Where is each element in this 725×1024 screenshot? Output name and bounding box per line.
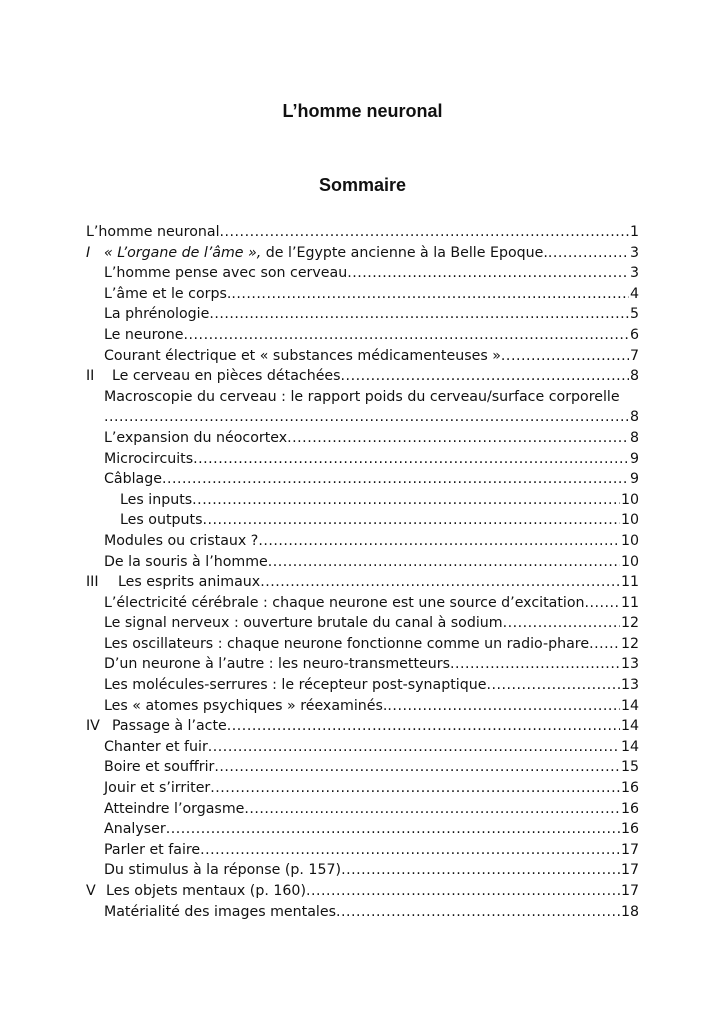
toc-entry-text: Macroscopie du cerveau : le rapport poids du cerveau/surface corporelle [104, 388, 620, 405]
toc-leader-dots [341, 860, 620, 881]
toc-entry[interactable] [86, 387, 639, 408]
toc-entry[interactable] [86, 696, 639, 717]
toc-leader-dots [208, 737, 620, 758]
toc-entry-text: Boire et souffrir [104, 759, 215, 776]
toc-entry-text: Matérialité des images mentales [104, 903, 336, 920]
toc-entry-page: 16 [620, 821, 639, 838]
toc-entry-label [104, 819, 166, 840]
toc-entry-label [104, 613, 503, 634]
toc-entry[interactable] [86, 737, 639, 758]
toc-entry[interactable] [86, 716, 639, 737]
toc-entry[interactable] [86, 304, 639, 325]
toc-entry-label [104, 654, 450, 675]
toc-leader-dots [193, 449, 629, 470]
toc-entry-page: 13 [620, 677, 639, 694]
toc-entry[interactable] [86, 243, 639, 264]
toc-entry[interactable] [86, 757, 639, 778]
toc-entry[interactable] [86, 675, 639, 696]
toc-entry-page: 15 [620, 759, 639, 776]
toc-entry-text: Modules ou cristaux ? [104, 532, 259, 549]
toc-leader-dots [210, 778, 620, 799]
toc-leader-dots [589, 634, 620, 655]
toc-entry[interactable] [86, 428, 639, 449]
toc-entry-page: 16 [620, 800, 639, 817]
toc-entry-page: 14 [620, 718, 639, 735]
toc-entry-page: 4 [629, 285, 639, 302]
toc-entry[interactable] [86, 902, 639, 923]
toc-leader-dots [192, 490, 620, 511]
toc-entry[interactable] [86, 613, 639, 634]
toc-entry-page: 14 [620, 697, 639, 714]
toc-entry-label [104, 449, 193, 470]
toc-entry-page: 10 [620, 553, 639, 570]
toc-leader-dots [104, 407, 629, 428]
toc-entry[interactable] [86, 449, 639, 470]
toc-entry[interactable] [86, 531, 639, 552]
toc-entry-text: La phrénologie [104, 306, 210, 323]
toc-leader-dots [214, 757, 620, 778]
toc-entry-text: L’électricité cérébrale : chaque neurone est une source d’excitation [104, 594, 585, 611]
toc-entry-page: 7 [629, 347, 639, 364]
toc-entry-text: Du stimulus à la réponse (p. 157) [104, 862, 342, 879]
toc-heading: Sommaire [318, 175, 407, 195]
toc-leader-dots [336, 902, 620, 923]
toc-entry-text: Analyser [104, 821, 166, 838]
toc-entry[interactable] [86, 593, 639, 614]
toc-entry[interactable] [86, 778, 639, 799]
toc-leader-dots [548, 243, 629, 264]
toc-entry-label [86, 881, 306, 902]
toc-entry[interactable] [86, 860, 639, 881]
toc-entry-label [104, 469, 162, 490]
toc-entry-page: 8 [629, 429, 639, 446]
toc-entry-label [104, 284, 231, 305]
toc-leader-dots [503, 613, 620, 634]
toc-leader-dots [162, 469, 629, 490]
toc-entry-continuation [86, 407, 639, 428]
toc-entry-page: 13 [620, 656, 639, 673]
toc-leader-dots [450, 654, 620, 675]
toc-entry-page: 5 [629, 306, 639, 323]
toc-entry[interactable] [86, 634, 639, 655]
toc-entry-number: II [86, 368, 95, 385]
toc-entry-label [104, 346, 501, 367]
toc-leader-dots [184, 325, 629, 346]
toc-entry[interactable] [86, 654, 639, 675]
toc-leader-dots [387, 696, 620, 717]
toc-entry-page: 3 [629, 265, 639, 282]
toc-entry-number: IV [86, 718, 100, 735]
toc-entry-text: L’expansion du néocortex [104, 429, 288, 446]
toc-entry-page: 11 [620, 594, 639, 611]
toc-entry-text: Les oscillateurs : chaque neurone fonctionne comme un radio-phare [104, 635, 590, 652]
toc-entry-label [120, 510, 202, 531]
toc-entry-text: Atteindre l’orgasme [104, 800, 245, 817]
toc-entry-text: Parler et faire [104, 841, 201, 858]
toc-leader-dots [287, 428, 629, 449]
toc-entry[interactable] [86, 840, 639, 861]
toc-entry[interactable] [86, 346, 639, 367]
toc-entry-label [120, 490, 192, 511]
toc-entry-text: Le signal nerveux : ouverture brutale du canal à sodium [104, 615, 503, 632]
toc-entry-text: Le neurone [104, 326, 184, 343]
toc-entry-label [104, 778, 210, 799]
toc-entry-label [104, 387, 620, 408]
toc-entry[interactable] [86, 881, 639, 902]
toc-entry-label [104, 325, 184, 346]
toc-entry-page: 10 [620, 532, 639, 549]
toc-entry-page: 17 [620, 862, 639, 879]
toc-entry-page: 12 [620, 635, 639, 652]
toc-leader-dots [306, 881, 620, 902]
toc-leader-dots [585, 593, 620, 614]
toc-entry-page: 10 [620, 491, 639, 508]
toc-leader-dots [220, 222, 629, 243]
toc-entry-label [104, 737, 208, 758]
toc-entry-label [86, 716, 227, 737]
toc-entry-number: V [86, 883, 96, 899]
toc-entry[interactable] [86, 366, 639, 387]
toc-entry-label [86, 366, 341, 387]
toc-entry[interactable] [86, 552, 639, 573]
toc-leader-dots [341, 366, 629, 387]
table-of-contents [86, 222, 639, 922]
toc-entry-page: 18 [620, 903, 639, 920]
toc-entry-label [104, 840, 200, 861]
toc-entry-page: 6 [629, 326, 639, 343]
toc-entry-page: 1 [629, 224, 639, 240]
toc-entry-page: 17 [620, 883, 639, 899]
toc-leader-dots [209, 304, 629, 325]
toc-entry-number: I [86, 244, 91, 261]
toc-entry-page: 11 [620, 574, 639, 591]
toc-entry-text: Les molécules-serrures : le récepteur post-synaptique [104, 677, 487, 694]
toc-leader-dots [260, 572, 620, 593]
toc-entry-label [104, 531, 258, 552]
toc-entry-text: Microcircuits [104, 450, 194, 467]
toc-entry-text: Les objets mentaux (p. 160) [106, 883, 306, 899]
toc-entry-page: 17 [620, 841, 639, 858]
toc-entry-label [104, 902, 336, 923]
toc-leader-dots [227, 716, 620, 737]
toc-entry-number: III [86, 574, 99, 591]
toc-leader-dots [268, 552, 620, 573]
toc-entry[interactable] [86, 284, 639, 305]
document-title: L’homme neuronal [282, 101, 443, 121]
toc-entry-text: Les inputs [120, 491, 193, 508]
toc-entry-label [86, 243, 548, 264]
toc-entry-text: Le cerveau en pièces détachées [112, 368, 341, 385]
toc-entry-text: Chanter et fuir [104, 738, 208, 755]
toc-leader-dots [231, 284, 629, 305]
toc-entry-text: Les esprits animaux [118, 574, 261, 591]
toc-entry-label [104, 304, 209, 325]
toc-entry-page: 8 [629, 409, 639, 426]
toc-entry-label [104, 634, 589, 655]
toc-entry-label [104, 675, 486, 696]
toc-entry[interactable] [86, 263, 639, 284]
toc-entry-text: L’homme neuronal [86, 224, 220, 240]
toc-entry[interactable] [86, 799, 639, 820]
toc-entry-label [104, 860, 341, 881]
toc-entry-text: L’âme et le corps. [104, 285, 232, 302]
toc-leader-dots [244, 799, 620, 820]
toc-entry-text: Courant électrique et « substances médicamenteuses » [104, 347, 501, 364]
toc-leader-dots [200, 840, 620, 861]
toc-leader-dots [501, 346, 629, 367]
toc-leader-dots [347, 263, 629, 284]
toc-leader-dots [202, 510, 619, 531]
toc-entry-page: 12 [620, 615, 639, 632]
toc-entry-italic: « L’organe de l’âme », [104, 244, 262, 261]
toc-entry-text: Les « atomes psychiques » réexaminés. [104, 697, 388, 714]
toc-entry[interactable] [86, 510, 639, 531]
toc-entry-text: L’homme pense avec son cerveau [104, 265, 348, 282]
toc-entry-label [86, 572, 260, 593]
toc-entry-page: 8 [629, 368, 639, 385]
toc-entry[interactable] [86, 325, 639, 346]
toc-entry-text: Jouir et s’irriter [104, 780, 211, 797]
toc-entry[interactable] [86, 819, 639, 840]
toc-entry-page: 16 [620, 780, 639, 797]
toc-entry-label [104, 593, 585, 614]
toc-entry-label [104, 263, 347, 284]
toc-entry[interactable] [86, 469, 639, 490]
toc-entry[interactable] [86, 572, 639, 593]
toc-entry[interactable] [86, 490, 639, 511]
toc-entry-page: 10 [620, 512, 639, 529]
toc-entry-text: de l’Egypte ancienne à la Belle Epoque. [261, 244, 548, 261]
toc-entry-text: D’un neurone à l’autre : les neuro-transmetteurs [104, 656, 450, 673]
toc-entry-page: 3 [629, 244, 639, 261]
toc-entry-page: 9 [629, 471, 639, 488]
toc-leader-dots [166, 819, 620, 840]
toc-entry-label [104, 552, 268, 573]
toc-leader-dots [258, 531, 620, 552]
toc-entry-text: Passage à l’acte [112, 718, 227, 735]
toc-entry-text: Câblage [104, 471, 162, 488]
toc-entry-label [104, 757, 214, 778]
toc-entry-text: Les outputs [120, 512, 203, 529]
toc-entry[interactable] [86, 222, 639, 243]
toc-entry-label [104, 428, 287, 449]
toc-entry-label [104, 696, 387, 717]
toc-entry-page: 9 [629, 450, 639, 467]
toc-entry-text: De la souris à l’homme [104, 553, 268, 570]
toc-leader-dots [486, 675, 619, 696]
toc-entry-label [104, 799, 244, 820]
toc-entry-label [86, 222, 220, 243]
toc-entry-page: 14 [620, 738, 639, 755]
